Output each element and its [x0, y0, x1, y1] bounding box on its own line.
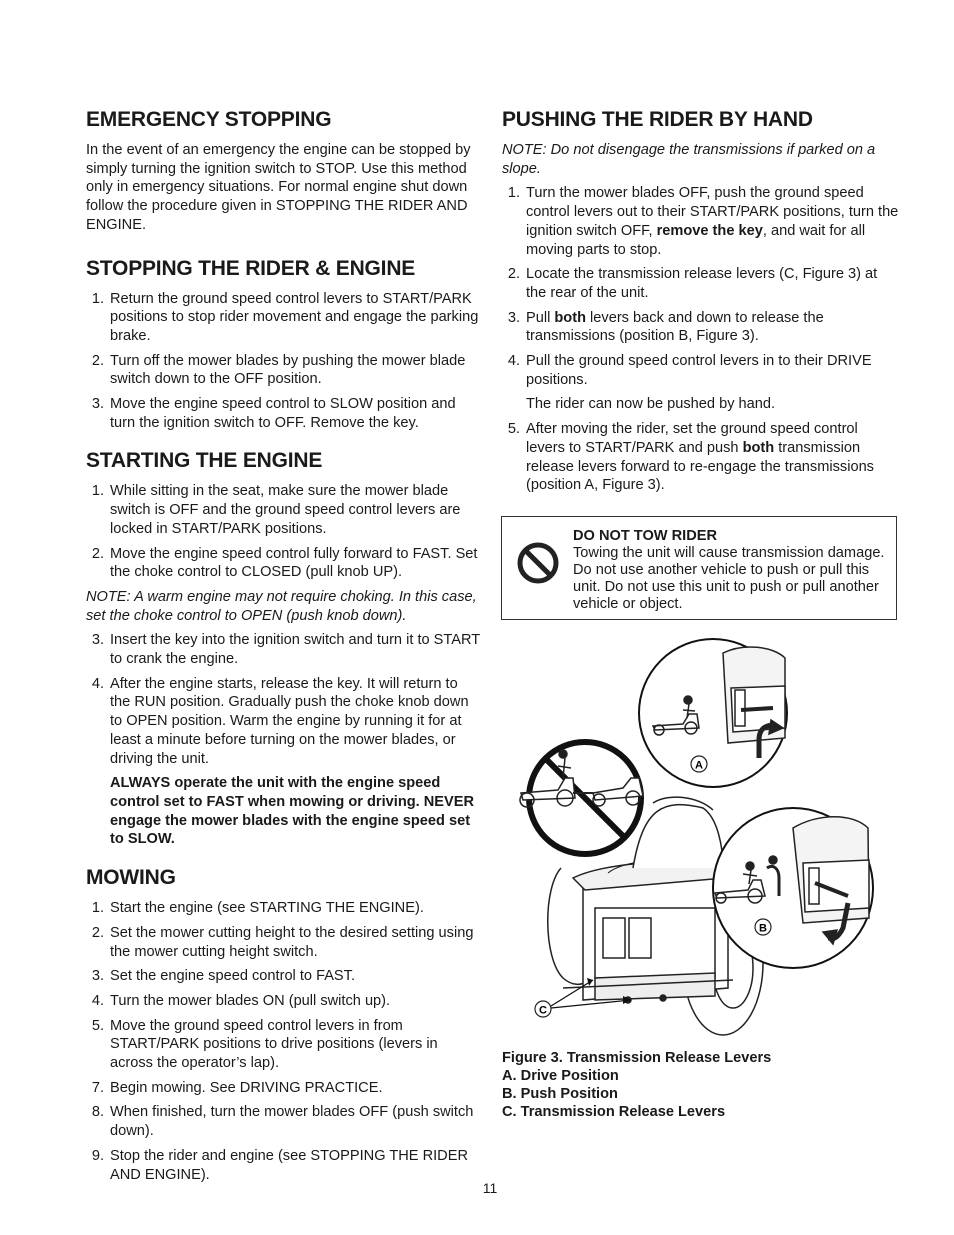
pushing-heading: PUSHING THE RIDER BY HAND: [502, 108, 813, 131]
list-item: 5. After moving the rider, set the ground speed control levers to START/PARK and push both transmission release levers forward to re-engage the transmissions (position A, Figure 3).: [507, 421, 874, 494]
list-item: 3. Insert the key into the ignition switch and turn it to START to crank the engine.: [91, 632, 480, 668]
list-item: 1. While sitting in the seat, make sure the mower blade switch is OFF and the ground speed control levers are locked in START/PARK positions.: [91, 483, 461, 537]
list-item: 5. Move the ground speed control levers in from START/PARK positions to drive positions (levers in across the operator’s lap).: [91, 1017, 438, 1072]
list-item: 7. Begin mowing. See DRIVING PRACTICE.: [91, 1079, 383, 1096]
list-item: 1. Start the engine (see STARTING THE ENGINE).: [91, 900, 424, 917]
no-towing-icon: [520, 742, 643, 854]
choke-note: NOTE: A warm engine may not require choking. In this case, set the choke control to OPEN (push knob down).: [86, 588, 477, 624]
list-item: 2. Move the engine speed control fully forward to FAST. Set the choke control to CLOSED (pull knob UP).: [91, 545, 478, 581]
page-number: 11: [482, 1180, 498, 1196]
pushing-steps: [502, 184, 900, 495]
list-item: 2. Locate the transmission release levers (C, Figure 3) at the rear of the unit.: [507, 266, 878, 301]
speed-warning: ALWAYS operate the unit with the engine speed control set to FAST when mowing or driving. NEVER engage the mower blades with the engine speed set to SLOW.: [110, 775, 475, 848]
warning-body: Towing the unit will cause transmission damage. Do not use another vehicle to push or pull this unit. Do not use this unit to push or pull another vehicle or object.: [573, 545, 885, 612]
transmission-release-figure: [503, 628, 903, 1044]
caption-a: A. Drive Position: [502, 1068, 619, 1084]
starting-steps-a: [86, 482, 481, 582]
caption-b: B. Push Position: [502, 1086, 618, 1102]
starting-heading: STARTING THE ENGINE: [86, 449, 323, 473]
emergency-stopping-heading: EMERGENCY STOPPING: [86, 108, 332, 131]
mowing-section: [86, 866, 481, 1184]
caption-c: C. Transmission Release Levers: [502, 1104, 726, 1120]
do-not-tow-warning-box: [501, 516, 897, 620]
stopping-steps: [86, 290, 481, 433]
callout-b: [713, 808, 873, 968]
emergency-stopping-section: [86, 108, 481, 235]
stopping-section: [86, 257, 481, 433]
starting-steps-b: [86, 631, 481, 768]
list-item: 4. After the engine starts, release the key. It will return to the RUN position. Gradually push the choke knob down to OPEN position. Warm the engine by running it for at least a minute before turning on the mower blades, or driving the unit.: [91, 675, 469, 767]
list-item: 2. Turn off the mower blades by pushing the mower blade switch down to the OFF position.: [91, 352, 466, 388]
list-item: 9. Stop the rider and engine (see STOPPING THE RIDER AND ENGINE).: [91, 1147, 468, 1183]
figure-caption: [502, 1049, 900, 1121]
list-item: 1. Turn the mower blades OFF, push the ground speed control levers out to their START/PARK positions, turn the ignition switch OFF, remove the key, and wait for all moving parts to stop.: [507, 185, 899, 258]
left-column: [86, 108, 481, 1197]
list-item: 3. Set the engine speed control to FAST.: [91, 968, 356, 985]
emergency-stopping-body: In the event of an emergency the engine can be stopped by simply turning the ignition switch to STOP. Use this method only in emergency situations. For normal engine shut down follow the procedure given in STOPPING THE RIDER AND ENGINE.: [86, 142, 471, 233]
push-by-hand-note: The rider can now be pushed by hand.: [526, 396, 776, 413]
mowing-steps: [86, 899, 481, 1184]
label-b: B: [759, 922, 767, 935]
list-item: 3. Pull both levers back and down to release the transmissions (position B, Figure 3).: [507, 309, 824, 345]
list-item: 4. Turn the mower blades ON (pull switch up).: [91, 992, 391, 1009]
list-item: 3. Move the engine speed control to SLOW position and turn the ignition switch to OFF. Remove the key.: [91, 396, 456, 431]
list-item: 8. When finished, turn the mower blades OFF (push switch down).: [91, 1104, 474, 1140]
list-item: 2. Set the mower cutting height to the desired setting using the mower cutting height switch.: [91, 924, 474, 960]
label-a: A: [695, 759, 703, 772]
stopping-heading: STOPPING THE RIDER & ENGINE: [86, 256, 416, 280]
right-column: [502, 108, 900, 501]
callout-a: [639, 639, 787, 787]
slope-note: NOTE: Do not disengage the transmissions if parked on a slope.: [502, 142, 876, 177]
mowing-heading: MOWING: [86, 866, 176, 890]
warning-title: DO NOT TOW RIDER: [573, 528, 718, 544]
caption-title: Figure 3. Transmission Release Levers: [502, 1050, 772, 1066]
list-item: 4. Pull the ground speed control levers in to their DRIVE positions. The rider can now be pushed by hand.: [502, 352, 900, 414]
warning-text: [573, 528, 888, 613]
list-item: 1. Return the ground speed control levers to START/PARK positions to stop rider movement and engage the parking brake.: [91, 290, 479, 344]
label-c: C: [539, 1004, 547, 1017]
prohibition-icon: [516, 541, 560, 585]
starting-section: [86, 449, 481, 849]
